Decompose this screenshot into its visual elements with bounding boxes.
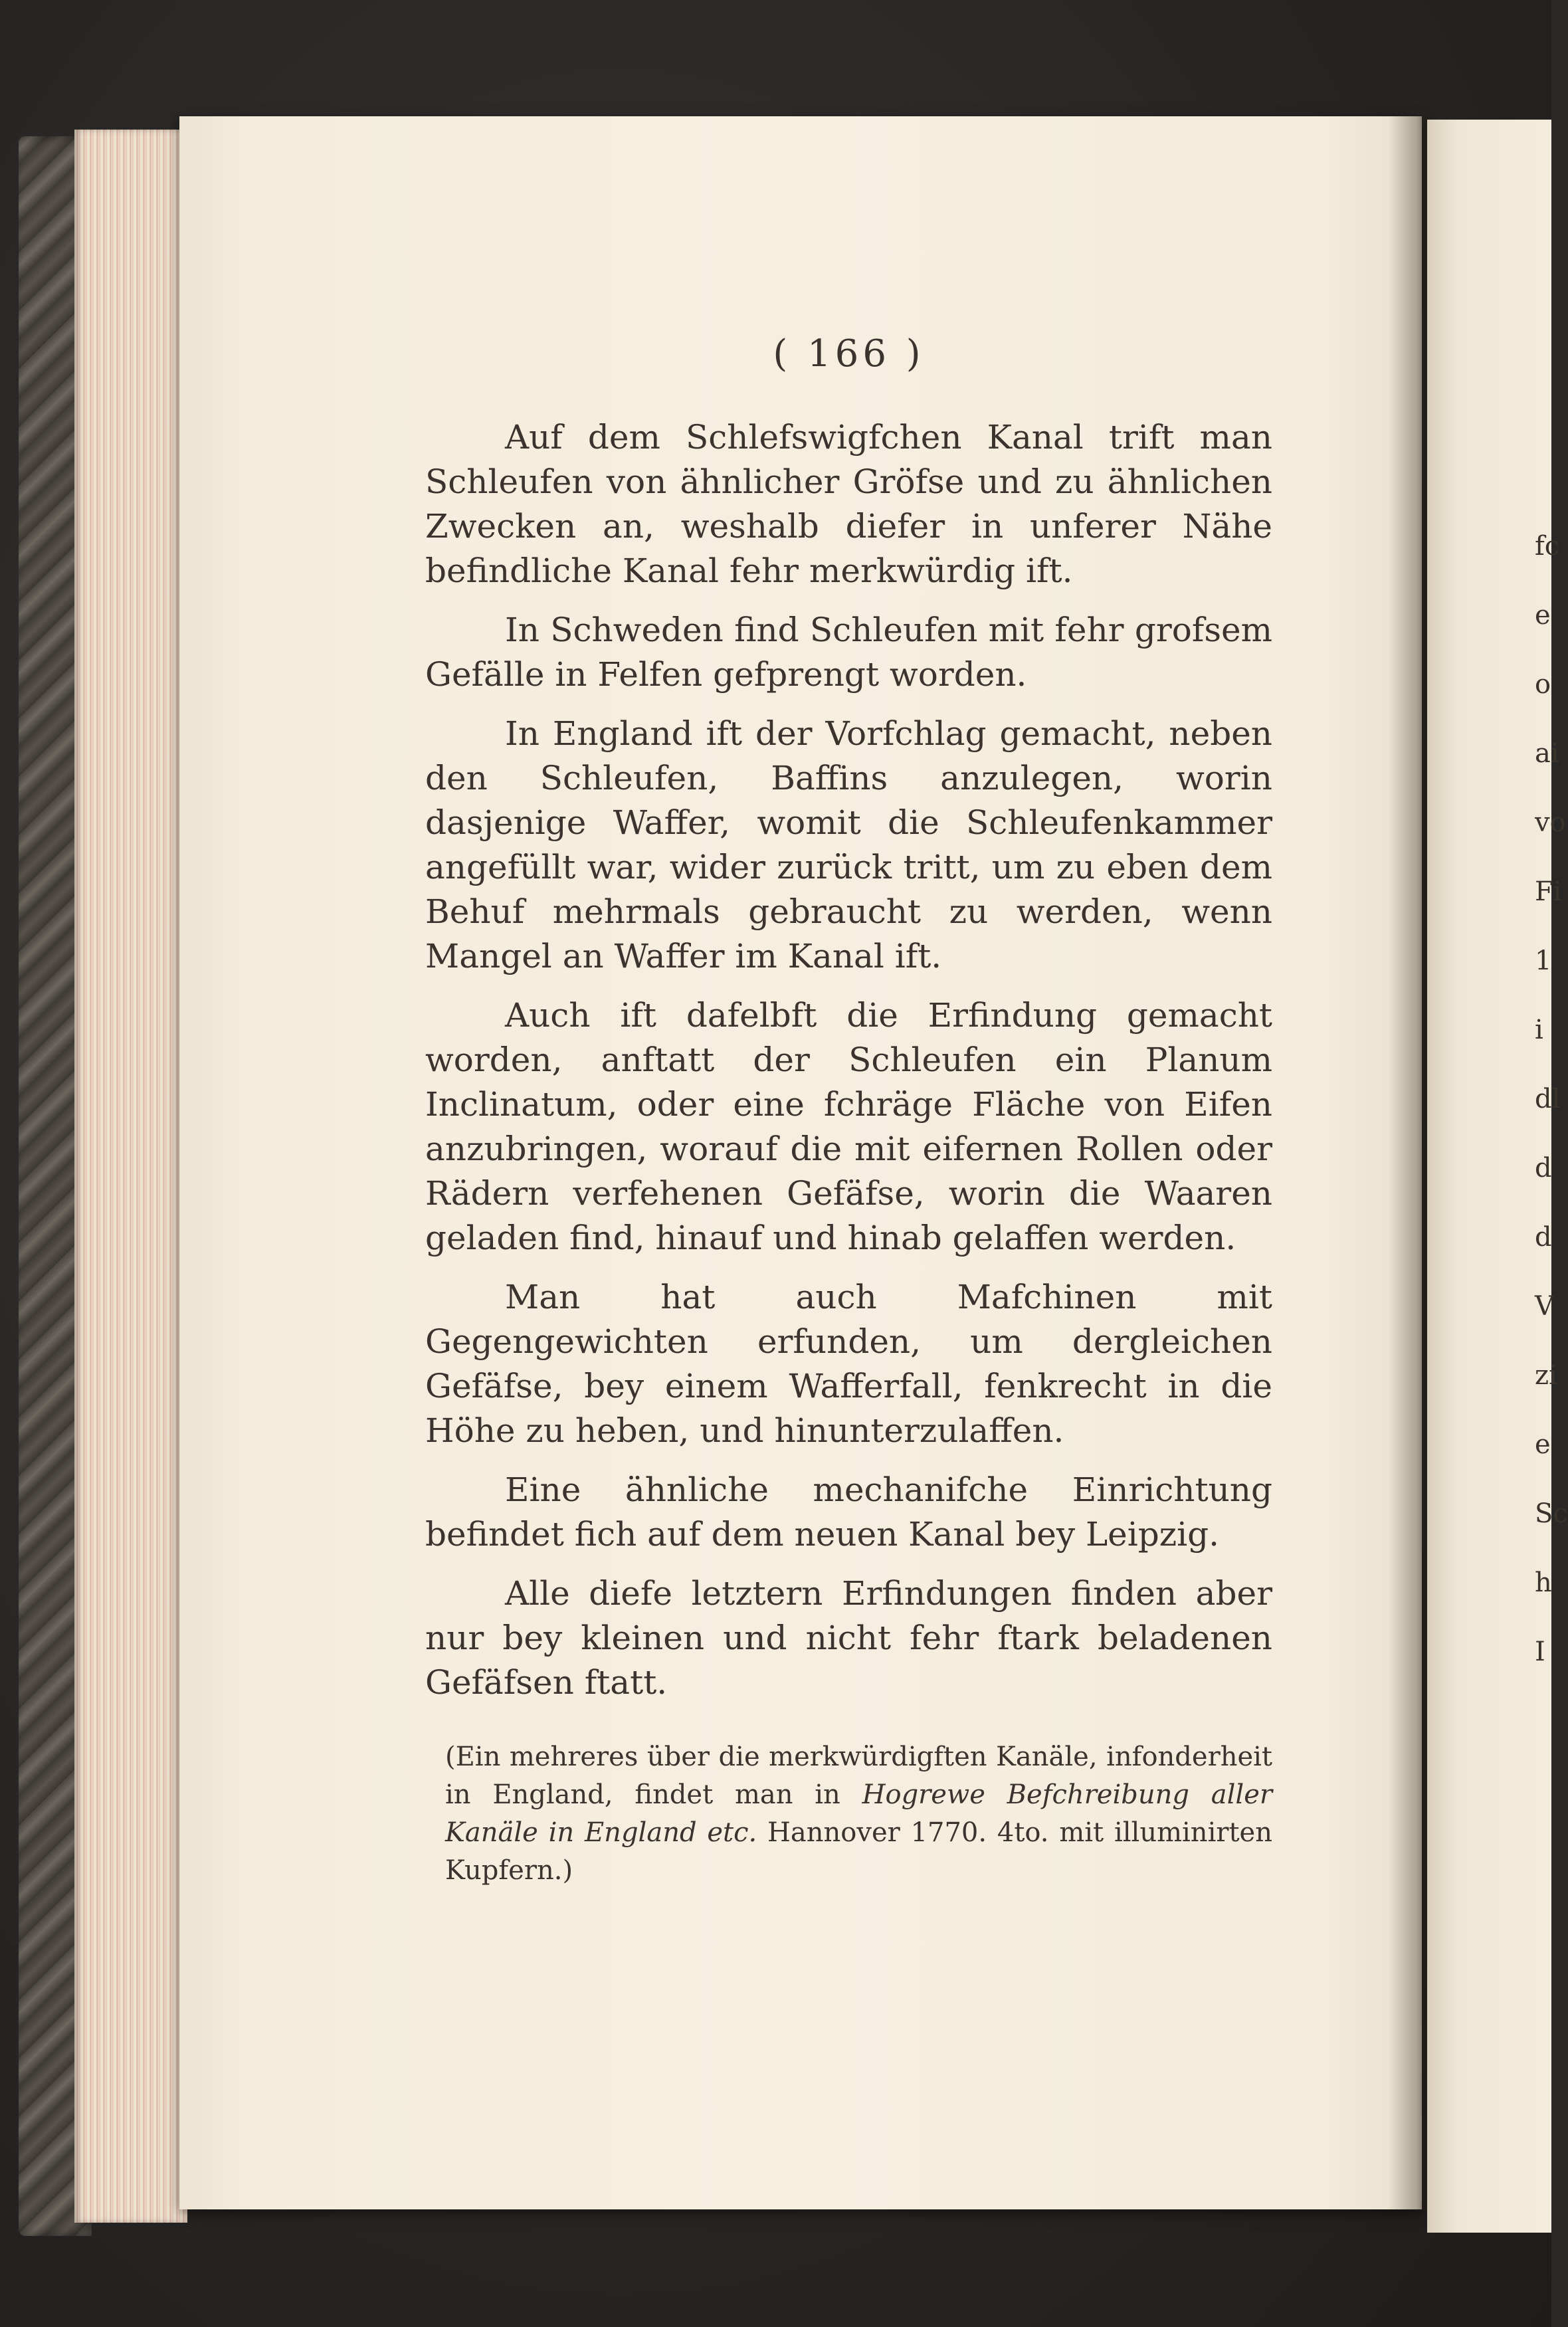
facing-page-fragment: fc: [1535, 531, 1560, 561]
facing-page-fragment: dl: [1535, 1084, 1561, 1114]
paragraph: Auf dem Schlefswigfchen Kanal trift man Schleufen von ähnlicher Gröfse und zu ähnlichen Zwecken an, weshalb diefer in unferer Nähe befindliche Kanal fehr merkwürdig ift.: [425, 418, 1272, 590]
footnote-text: (Ein mehreres über die merkwürdigften Kanäle, infonderheit in England, findet man in: [445, 1742, 1272, 1810]
facing-page-fragment: Fi: [1535, 876, 1562, 907]
page-gutter: [1389, 116, 1428, 2209]
footnote-book-title: Hogrewe Befchreibung aller Kanäle in England etc.: [445, 1779, 1273, 1848]
facing-page-fragment: o: [1535, 669, 1551, 700]
facing-page-fragment: 1: [1535, 946, 1552, 976]
facing-page-fragment: V: [1535, 1291, 1554, 1322]
facing-page-fragment: zi: [1535, 1360, 1557, 1391]
footnote-text: Hannover 1770. 4to. mit illuminirten Kupfern.): [445, 1817, 1272, 1886]
facing-page-fragment: vo: [1535, 807, 1566, 838]
paragraph: In England ift der Vorfchlag gemacht, neben den Schleufen, Baffins anzulegen, worin dasjenige Waffer, womit die Schleufenkammer angefüllt war, wider zurück tritt, um zu eben dem Behuf mehrmals gebraucht zu werden, wenn Mangel an Waffer im Kanal ift.: [425, 714, 1272, 975]
footnote: [445, 1738, 1272, 1890]
facing-page-fragment: ai: [1535, 738, 1559, 769]
facing-page-fragment: d: [1535, 1222, 1552, 1253]
facing-page-fragment: Sc: [1535, 1498, 1568, 1529]
page-text-block: [425, 332, 1272, 1890]
facing-page-fragment: I: [1535, 1637, 1545, 1667]
paragraph: Man hat auch Mafchinen mit Gegengewichten erfunden, um dergleichen Gefäfse, bey einem Wafferfall, fenkrecht in die Höhe zu heben, und hinunterzulaffen.: [425, 1278, 1272, 1450]
facing-page-fragment: i: [1535, 1015, 1543, 1045]
facing-page-text: [1535, 512, 1568, 1686]
paragraph: Alle diefe letztern Erfindungen finden aber nur bey kleinen und nicht fehr ftark beladenen Gefäfsen ftatt.: [425, 1574, 1272, 1702]
paragraph: Eine ähnliche mechanifche Einrichtung befindet fich auf dem neuen Kanal bey Leipzig.: [425, 1470, 1272, 1554]
facing-page-fragment: d: [1535, 1153, 1552, 1183]
facing-page-fragment: e: [1535, 1429, 1551, 1460]
facing-page-fragment: e: [1535, 600, 1551, 631]
page-edges: [74, 130, 187, 2223]
paragraph: In Schweden find Schleufen mit fehr grofsem Gefälle in Felfen gefprengt worden.: [425, 611, 1272, 694]
facing-page-fragment: h: [1535, 1568, 1552, 1598]
page-number: ( 166 ): [773, 332, 925, 375]
paragraph: Auch ift dafelbft die Erfindung gemacht worden, anftatt der Schleufen ein Planum Inclinatum, oder eine fchräge Fläche von Eifen anzubringen, worauf die mit eifernen Rollen oder Rädern verfehenen Gefäfse, worin die Waaren geladen find, hinauf und hinab gelaffen werden.: [425, 996, 1272, 1257]
